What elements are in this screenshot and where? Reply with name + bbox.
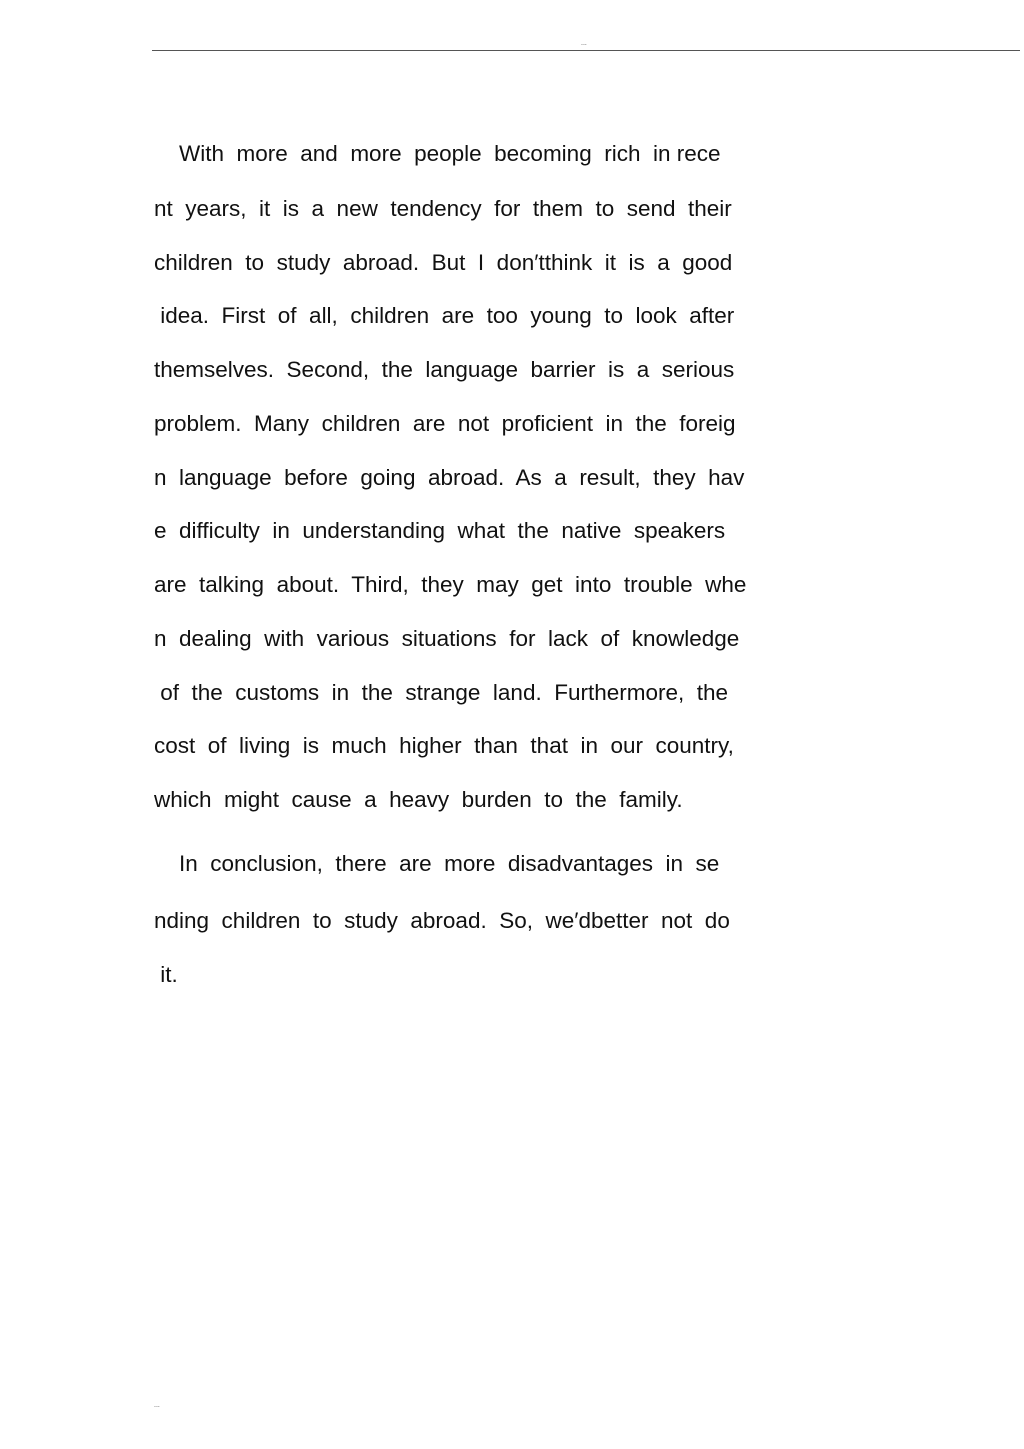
essay-line: In conclusion, there are more disadvantages in se (154, 851, 720, 876)
essay-line: are talking about. Third, they may get into trouble whe (154, 572, 747, 597)
essay-line: of the customs in the strange land. Furthermore, the (154, 680, 729, 705)
essay-line: nding children to study abroad. So, we′dbetter not do (154, 908, 730, 933)
essay-line: which might cause a heavy burden to the family. (154, 787, 683, 812)
header-rule (152, 50, 1020, 51)
essay-line: With more and more people becoming rich in rece (154, 141, 721, 166)
footer-mark: ... (154, 1402, 160, 1409)
essay-line: idea. First of all, children are too young to look after (154, 303, 735, 328)
essay-line: children to study abroad. But I don′tthink it is a good (154, 250, 733, 275)
header-mark: ... (581, 40, 587, 47)
essay-line: n dealing with various situations for lack of knowledge (154, 626, 740, 651)
essay-line: problem. Many children are not proficient in the foreig (154, 411, 736, 436)
essay-line: nt years, it is a new tendency for them to send their (154, 196, 732, 221)
essay-line: cost of living is much higher than that in our country, (154, 733, 734, 758)
essay-line: themselves. Second, the language barrier is a serious (154, 357, 735, 382)
essay-line: it. (154, 962, 178, 987)
essay-line: n language before going abroad. As a result, they hav (154, 465, 745, 490)
essay-line: e difficulty in understanding what the native speakers (154, 518, 726, 543)
